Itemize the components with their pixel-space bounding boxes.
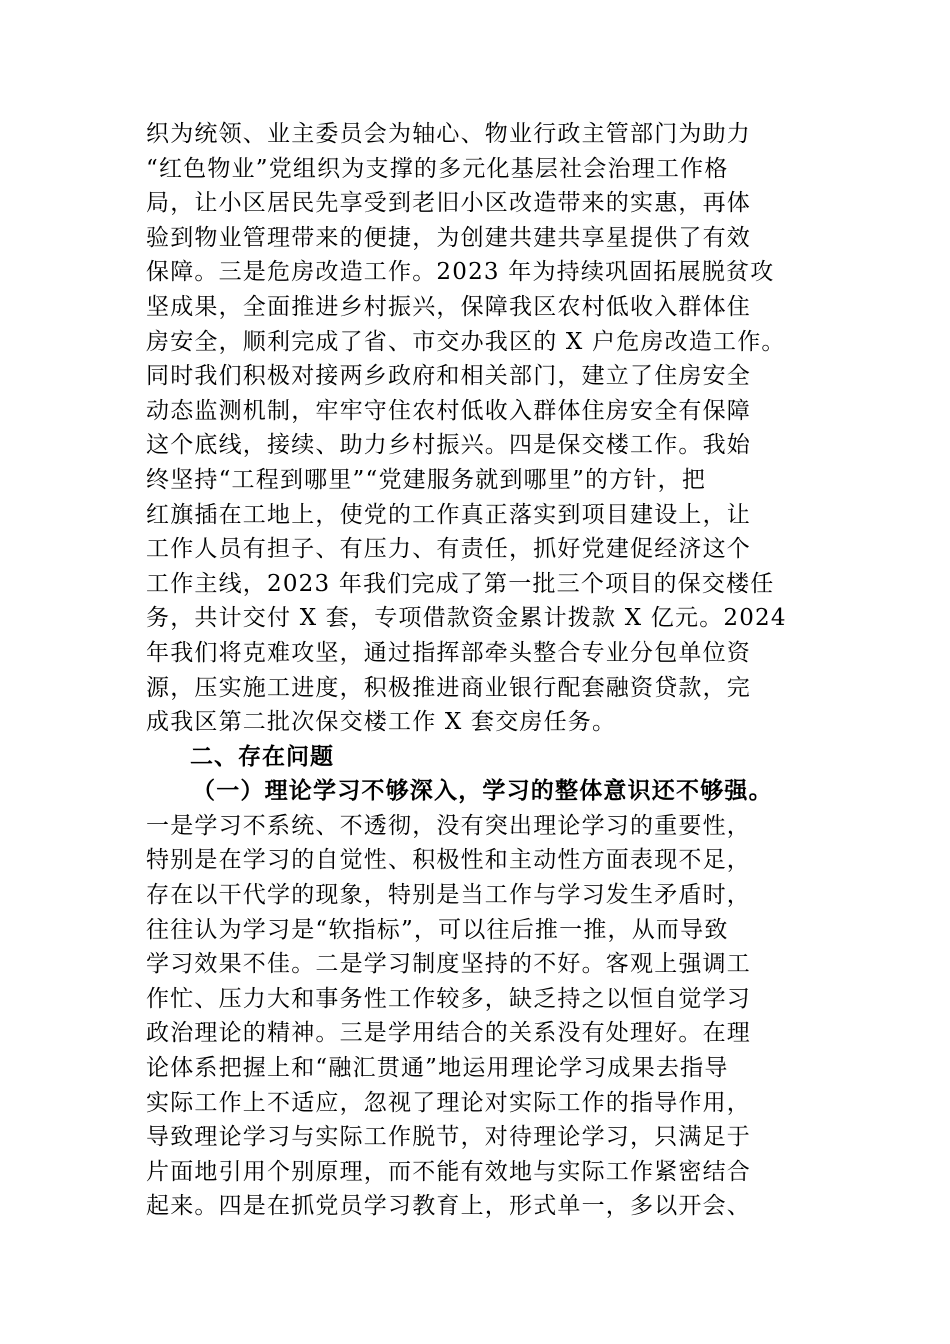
text-line: 红旗插在工地上，使党的工作真正落实到项目建设上，让 [146, 501, 751, 528]
subsection-heading-line [146, 774, 810, 809]
text-line: 终坚持“工程到哪里”“党建服务就到哪里”的方针，把 [146, 466, 707, 493]
text-line: 特别是在学习的自觉性、积极性和主动性方面表现不足， [146, 847, 751, 874]
text-line: 局，让小区居民先享受到老旧小区改造带来的实惠，再体 [146, 190, 751, 217]
text-line: 论体系把握上和“融汇贯通”地运用理论学习成果去指导 [146, 1055, 729, 1082]
text-line: 起来。四是在抓党员学习教育上，形式单一，多以开会、 [146, 1193, 751, 1220]
text-line: 坚成果，全面推进乡村振兴，保障我区农村低收入群体住 [146, 293, 751, 320]
text-line: 验到物业管理带来的便捷，为创建共建共享星提供了有效 [146, 224, 751, 251]
text-line: 动态监测机制，牢牢守住农村低收入群体住房安全有保障 [146, 397, 751, 424]
text-line: 工作人员有担子、有压力、有责任，抓好党建促经济这个 [146, 536, 751, 563]
text-line: 工作主线，2023 年我们完成了第一批三个项目的保交楼任 [146, 570, 775, 597]
text-line: 源，压实施工进度，积极推进商业银行配套融资贷款，完 [146, 674, 751, 701]
text-line: 往往认为学习是“软指标”，可以往后推一推，从而导致 [146, 916, 729, 943]
text-line: 织为统领、业主委员会为轴心、物业行政主管部门为助力 [146, 121, 751, 147]
text-line: 这个底线，接续、助力乡村振兴。四是保交楼工作。我始 [146, 432, 751, 459]
paragraph-existing-problems [146, 809, 810, 1224]
text-line: 成我区第二批次保交楼工作 X 套交房任务。 [146, 709, 617, 736]
text-line: 存在以干代学的现象，特别是当工作与学习发生矛盾时， [146, 882, 751, 909]
text-line: 务，共计交付 X 套，专项借款资金累计拨款 X 亿元。2024 [146, 605, 787, 632]
text-line: 房安全，顺利完成了省、市交办我区的 X 户危房改造工作。 [146, 328, 786, 355]
section-heading: 二、存在问题 [190, 743, 334, 770]
text-line: 学习效果不佳。二是学习制度坚持的不好。客观上强调工 [146, 951, 751, 978]
subsection-heading: （一）理论学习不够深入，学习的整体意识还不够强。 [192, 777, 773, 805]
text-line: 保障。三是危房改造工作。2023 年为持续巩固拓展脱贫攻 [146, 259, 775, 286]
document-body [146, 117, 810, 1224]
text-line: 实际工作上不适应，忽视了理论对实际工作的指导作用， [146, 1089, 751, 1116]
text-line: 片面地引用个别原理，而不能有效地与实际工作紧密结合 [146, 1158, 751, 1185]
text-line: 作忙、压力大和事务性工作较多，缺乏持之以恒自觉学习 [146, 985, 751, 1012]
paragraph-work-achievements [146, 117, 810, 740]
text-line: 政治理论的精神。三是学用结合的关系没有处理好。在理 [146, 1020, 751, 1047]
text-line: 同时我们积极对接两乡政府和相关部门，建立了住房安全 [146, 363, 751, 390]
text-line: 年我们将克难攻坚，通过指挥部牵头整合专业分包单位资 [146, 639, 751, 666]
text-line: 导致理论学习与实际工作脱节，对待理论学习，只满足于 [146, 1124, 751, 1151]
text-line: “红色物业”党组织为支撑的多元化基层社会治理工作格 [146, 155, 729, 182]
text-line: 一是学习不系统、不透彻，没有突出理论学习的重要性， [146, 812, 751, 839]
